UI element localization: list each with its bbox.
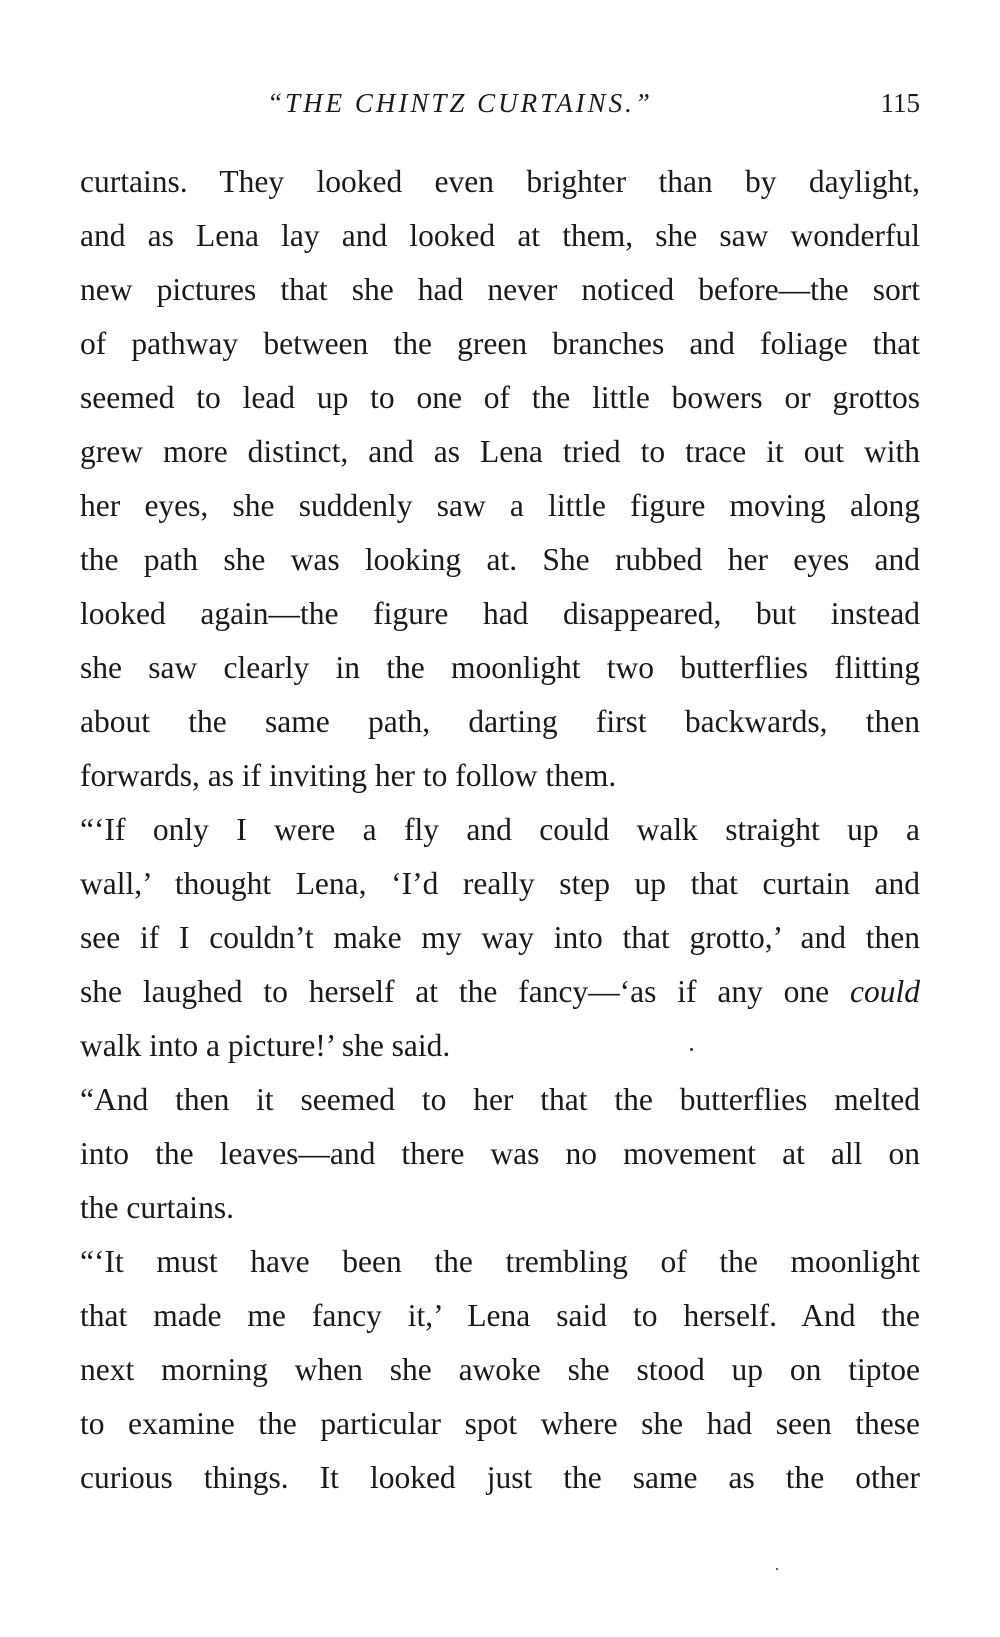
text-line: her eyes, she suddenly saw a little figure moving along: [80, 488, 920, 523]
text-line: of pathway between the green branches and foliage that: [80, 326, 920, 361]
print-speck: [776, 1568, 778, 1570]
text-line: wall,’ thought Lena, ‘I’d really step up that curtain and: [80, 866, 920, 901]
running-title: “THE CHINTZ CURTAINS.”: [267, 88, 653, 118]
text-line: “‘It must have been the trembling of the moonlight: [80, 1244, 920, 1279]
text-line: about the same path, darting first backwards, then: [80, 704, 920, 739]
running-head: [80, 88, 920, 128]
text-line: that made me fancy it,’ Lena said to herself. And the: [80, 1298, 920, 1333]
text-line: seemed to lead up to one of the little bowers or grottos: [80, 380, 920, 415]
paragraph-3: [80, 1073, 920, 1235]
text-line: looked again—the figure had disappeared, but instead: [80, 596, 920, 631]
text-line: curious things. It looked just the same as the other: [80, 1460, 920, 1495]
text-line: she laughed to herself at the fancy—‘as if any one could: [80, 974, 921, 1009]
text-line: next morning when she awoke she stood up on tiptoe: [80, 1352, 920, 1387]
text-line: “‘If only I were a fly and could walk straight up a: [80, 812, 920, 847]
page-number: 115: [880, 88, 920, 118]
text-line: “And then it seemed to her that the butterflies melted: [80, 1082, 920, 1117]
text-line: the path she was looking at. She rubbed her eyes and: [80, 542, 920, 577]
text-line: forwards, as if inviting her to follow them.: [80, 758, 617, 793]
text-line: and as Lena lay and looked at them, she saw wonderful: [80, 218, 920, 253]
paragraph-1: [80, 155, 920, 803]
paragraph-4: [80, 1235, 920, 1505]
text-line: curtains. They looked even brighter than by daylight,: [80, 164, 920, 199]
text-line: new pictures that she had never noticed before—the sort: [80, 272, 920, 307]
emphasis-word: could: [850, 974, 921, 1009]
text-line: to examine the particular spot where she had seen these: [80, 1406, 920, 1441]
text-line: the curtains.: [80, 1190, 234, 1225]
text-line: grew more distinct, and as Lena tried to trace it out with: [80, 434, 920, 469]
text-line: into the leaves—and there was no movement at all on: [80, 1136, 920, 1171]
text-line: walk into a picture!’ she said.: [80, 1028, 451, 1063]
print-speck: [690, 1048, 693, 1051]
text-line: see if I couldn’t make my way into that grotto,’ and then: [80, 920, 920, 955]
body-text: [80, 155, 920, 1505]
paragraph-2: [80, 803, 920, 1073]
text-line: she saw clearly in the moonlight two butterflies flitting: [80, 650, 920, 685]
